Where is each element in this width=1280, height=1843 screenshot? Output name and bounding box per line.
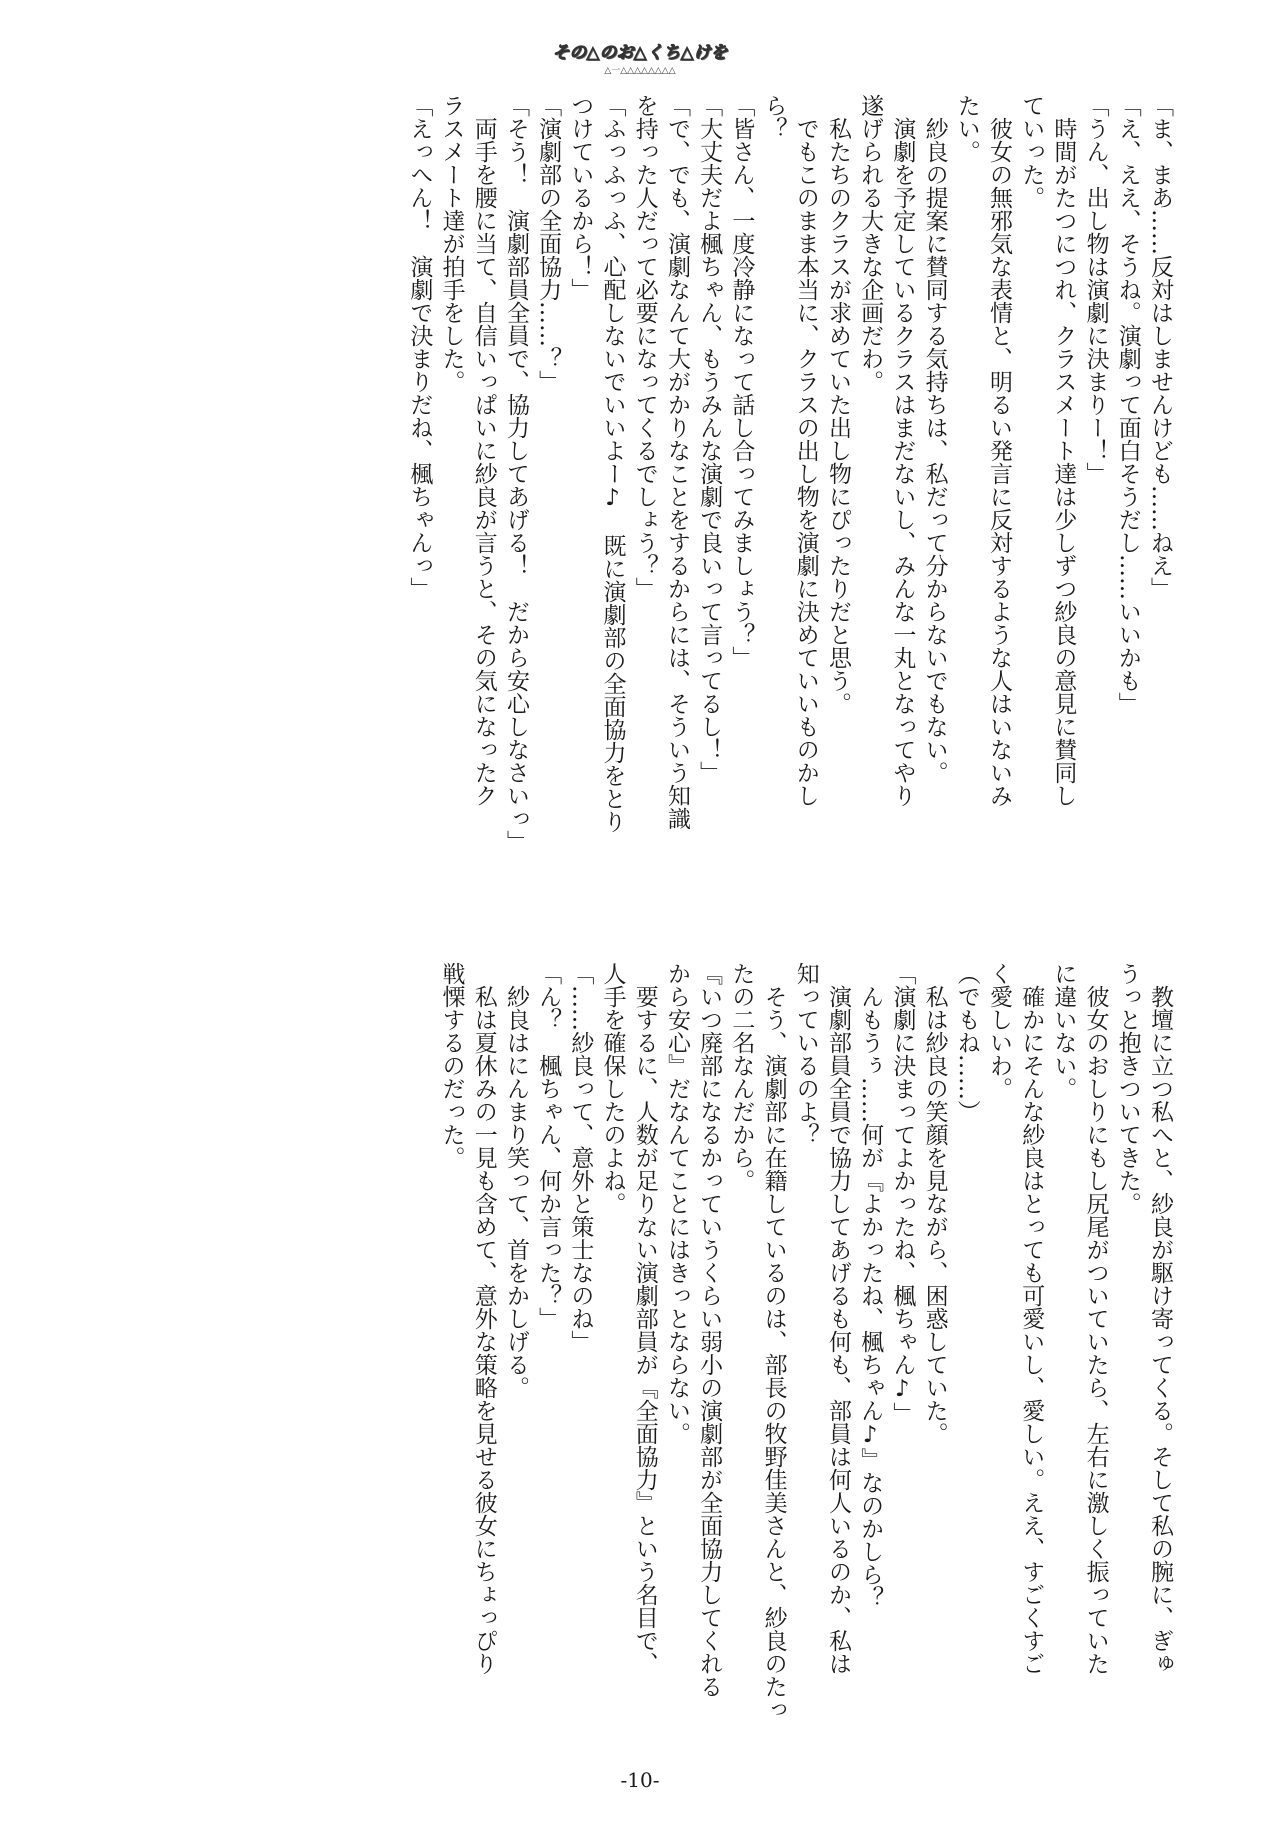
text-line: 「皆さん、一度冷静になって話し合ってみましょう？」	[728, 94, 755, 669]
text-line: 「……紗良って、意外と策士なのね」	[567, 962, 594, 1353]
text-line: 「演劇部の全面協力……？」	[535, 94, 562, 393]
text-line: 彼女の無邪気な表情と、明るい発言に反対するような人はいないみ	[985, 94, 1012, 807]
text-line: 戦慄するのだった。	[438, 962, 465, 1169]
text-line: たの二名なんだから。	[728, 962, 755, 1192]
text-line: （でもね……）	[953, 962, 980, 1123]
text-line: 紗良はにんまり笑って、首をかしげる。	[502, 962, 529, 1399]
text-line: たい。	[953, 94, 980, 163]
text-line: 「演劇に決まってよかったね、楓ちゃん♪」	[889, 962, 916, 1425]
text-line: つけているから！」	[567, 94, 594, 301]
text-line: ら？	[760, 94, 787, 140]
text-line: 教壇に立つ私へと、紗良が駆け寄ってくる。そして私の腕に、ぎゅ	[1147, 962, 1173, 1675]
text-line: 確かにそんな紗良はとっても可愛いし、愛しい。ええ、すごくすご	[1018, 962, 1045, 1675]
text-line: 「そう！ 演劇部員全員で、協力してあげる！ だから安心しなさいっ」	[502, 94, 529, 853]
text-line: 要するに、人数が足りない演劇部員が『全面協力』という名目で、	[631, 962, 658, 1675]
text-line: んもうぅ……何が『よかったね、楓ちゃん♪』なのかしら？	[857, 962, 884, 1609]
text-block-upper	[176, 94, 1176, 922]
text-line: 時間がたつにつれ、クラスメート達は少しずつ紗良の意見に賛同し	[1050, 94, 1077, 807]
text-line: でもこのまま本当に、クラスの出し物を演劇に決めていいものかし	[792, 94, 819, 807]
text-line: 両手を腰に当て、自信いっぱいに紗良が言うと、その気になったク	[470, 94, 497, 807]
text-line: 演劇を予定しているクラスはまだないし、みんな一丸となってやり	[889, 94, 916, 807]
text-line: 「ま、まあ……反対はしませんけども……ねえ」	[1147, 94, 1173, 600]
text-line: 「大丈夫だよ楓ちゃん、もうみんな演劇で良いって言ってるし！」	[696, 94, 723, 784]
text-line: 「えっへん！ 演劇で決まりだね、楓ちゃんっ」	[406, 94, 433, 600]
text-line: く愛しいわ。	[985, 962, 1012, 1100]
text-line: 彼女のおしりにもし尻尾がついていたら、左右に激しく振っていた	[1082, 962, 1109, 1675]
text-line: ていった。	[1018, 94, 1045, 209]
text-line: 「うん、出し物は演劇に決まりー！」	[1082, 94, 1109, 485]
text-line: 私は夏休みの一見も含めて、意外な策略を見せる彼女にちょっぴり	[470, 962, 497, 1675]
text-line: 私は紗良の笑顔を見ながら、困惑していた。	[921, 962, 948, 1445]
text-line: 知っているのよ？	[792, 962, 819, 1146]
text-block-lower	[176, 962, 1176, 1752]
text-line: 「で、でも、演劇なんて大がかりなことをするからには、そういう知識	[663, 94, 690, 830]
logo-title: その△のお△くち△けを	[552, 43, 728, 63]
text-line: 遂げられる大きな企画だわ。	[857, 94, 884, 393]
text-line: 私たちのクラスが求めていた出し物にぴったりだと思う。	[824, 94, 851, 715]
text-line: 「ふっふっふ、心配しないでいいよー♪ 既に演劇部の全面協力をとり	[599, 94, 626, 833]
text-line: 人手を確保したのよね。	[599, 962, 626, 1215]
text-line: から安心』だなんてことにはきっとならない。	[663, 962, 690, 1445]
text-line: 紗良の提案に賛同する気持ちは、私だって分からないでもない。	[921, 94, 948, 784]
text-line: 「ん？ 楓ちゃん、何か言った？」	[535, 962, 562, 1330]
text-line: 演劇部員全員で協力してあげるも何も、部員は何人いるのか、私は	[824, 962, 851, 1675]
logo-subtitle: △一△△△△△△△△	[604, 66, 676, 76]
text-line: を持った人だって必要になってくるでしょう？」	[631, 94, 658, 600]
book-logo	[552, 30, 728, 90]
text-line: そう、演劇部に在籍しているのは、部長の牧野佳美さんと、紗良のたっ	[760, 962, 787, 1721]
text-line: に違いない。	[1050, 962, 1077, 1100]
text-line: 『いつ廃部になるかっていうくらい弱小の演劇部が全面協力してくれる	[696, 962, 723, 1698]
page-number: -10-	[620, 1768, 660, 1792]
text-line: うっと抱きついてきた。	[1114, 962, 1141, 1215]
text-line: ラスメート達が拍手をした。	[438, 94, 465, 393]
text-line: 「え、ええ、そうね。演劇って面白そうだし……いいかも」	[1114, 94, 1141, 715]
